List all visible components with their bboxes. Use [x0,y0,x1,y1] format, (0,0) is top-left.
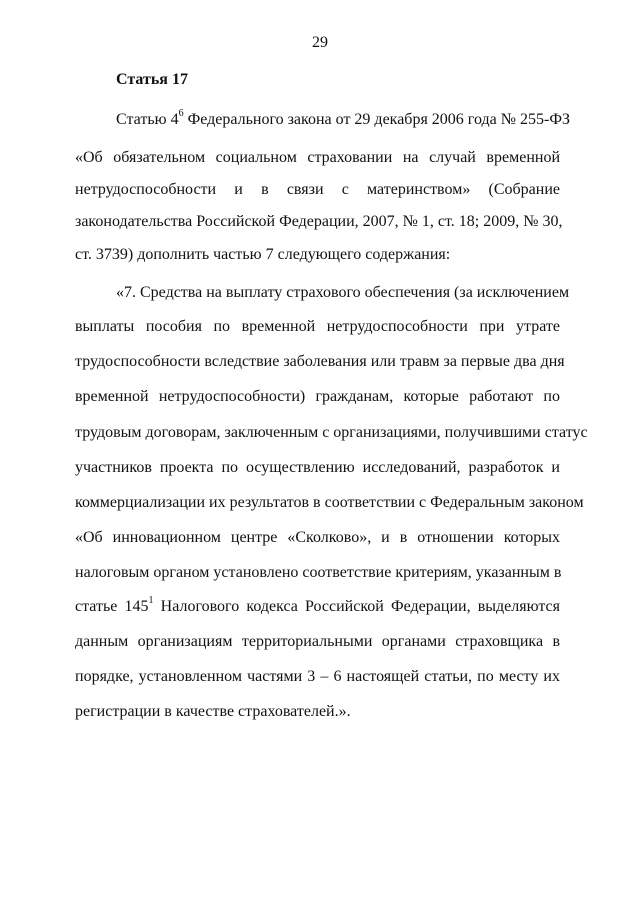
paragraph-1-line-1-start: Статью 4 [116,111,179,128]
paragraph-2-line-10 [75,594,560,617]
paragraph-1-line-1 [116,107,570,130]
article-heading: Статья 17 [116,71,188,88]
superscript-6: 6 [178,107,184,119]
paragraph-2-line-12: порядке, установленном частями 3 – 6 настоящей статьи, по месту их [75,668,560,685]
superscript-1: 1 [148,594,154,606]
paragraph-1-line-3: нетрудоспособности и в связи с материнством» (Собрание [75,181,560,198]
paragraph-1-line-2: «Об обязательном социальном страховании на случай временной [75,149,560,166]
paragraph-2-line-5: трудовым договорам, заключенным с организациями, получившими статус [75,424,588,441]
paragraph-2-line-8: «Об инновационном центре «Сколково», и в отношении которых [75,529,560,546]
paragraph-2-line-1: «7. Средства на выплату страхового обеспечения (за исключением [116,284,570,301]
paragraph-2-line-10-end: Налогового кодекса Российской Федерации, выделяются [153,598,560,615]
paragraph-2-line-4: временной нетрудоспособности) гражданам, которые работают по [75,388,560,405]
paragraph-2-line-7: коммерциализации их результатов в соответствии с Федеральным законом [75,494,584,511]
paragraph-2-line-2: выплаты пособия по временной нетрудоспособности при утрате [75,318,560,335]
paragraph-2-line-6: участников проекта по осуществлению исследований, разработок и [75,459,560,476]
paragraph-1-line-4: законодательства Российской Федерации, 2007, № 1, ст. 18; 2009, № 30, [75,213,563,230]
paragraph-2-line-13: регистрации в качестве страхователей.». [75,703,351,720]
paragraph-2-line-11: данным организациям территориальными органами страховщика в [75,633,560,650]
paragraph-2-line-3: трудоспособности вследствие заболевания или травм за первые два дня [75,353,565,370]
paragraph-1-line-5: ст. 3739) дополнить частью 7 следующего содержания: [75,246,451,263]
page-number: 29 [312,34,328,51]
paragraph-2-line-10-start: статье 145 [75,598,149,615]
paragraph-1-line-1-end: Федерального закона от 29 декабря 2006 года № 255-ФЗ [183,111,570,128]
paragraph-2-line-9: налоговым органом установлено соответствие критериям, указанным в [75,564,562,581]
